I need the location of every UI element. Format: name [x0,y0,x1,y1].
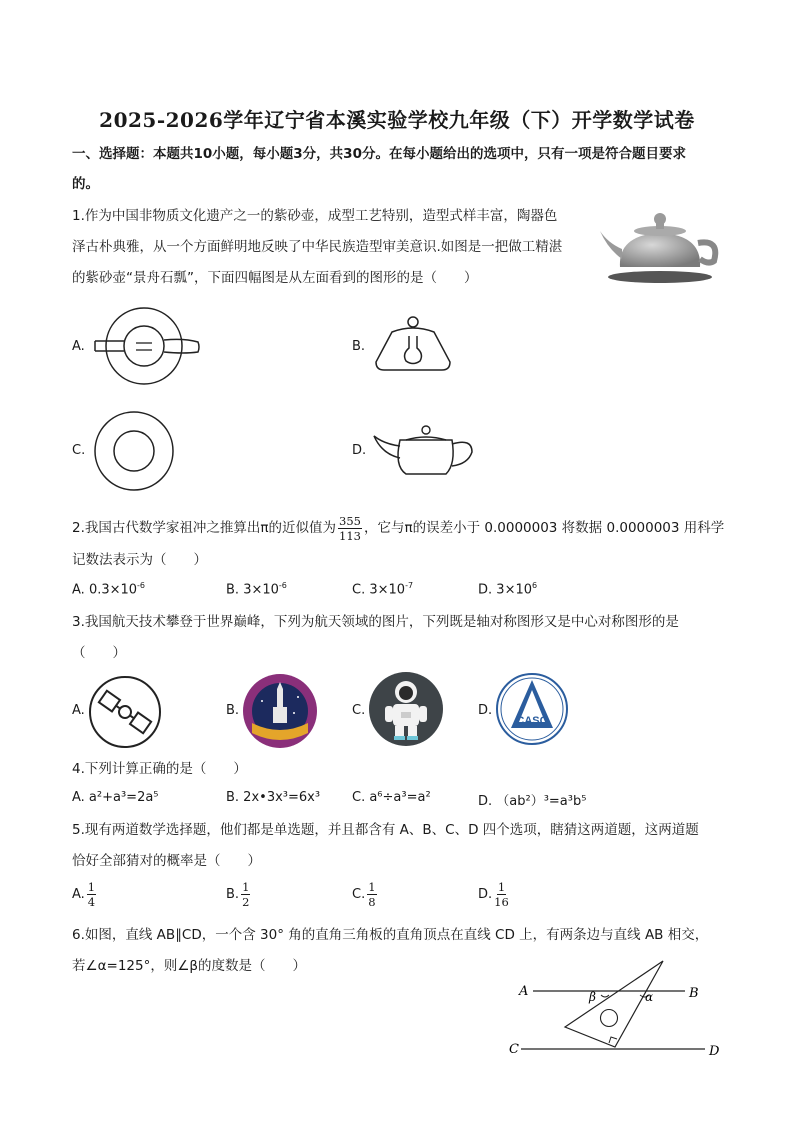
q2-option-b[interactable]: B. $3\times 10^{-6}$ [226,581,287,598]
q3-option-d-casc-logo[interactable] [495,672,569,746]
exam-title: 2025-2026学年辽宁省本溪实验学校九年级（下）开学数学试卷 [99,108,695,132]
q2-fraction: $\frac{355}{113}$ [339,513,361,543]
q1-option-a-figure[interactable] [94,306,202,386]
q1-text-line3: 的紫砂壶“景舟石瓢”，下面四幅图是从左面看到的图形的是（ ） [72,270,478,286]
q1-text-line2: 泽古朴典雅，从一个方面鲜明地反映了中华民族造型审美意识.如图是一把做工精湛 [72,239,563,255]
q3-option-b-mission-badge-icon[interactable] [242,673,318,749]
q1-option-d-label[interactable]: D. [352,443,367,458]
section-heading: 一、选择题：本题共10小题，每小题3分，共30分。在每小题给出的选项中，只有一项是符合题目要求 [72,146,686,162]
q3-option-c-astronaut-icon[interactable] [369,672,443,746]
q3-option-b-label[interactable]: B. [226,703,240,718]
q1-option-c-label[interactable]: C. [72,443,86,458]
q5-option-b[interactable]: B. $\frac{1}{2}$ [226,880,250,909]
q4-option-c[interactable]: C. a⁶÷a³=a² [352,790,431,805]
q5-option-a[interactable]: A. $\frac{1}{4}$ [72,880,96,909]
q3-text-line2: （ ） [72,645,126,661]
q5-option-c[interactable]: C. $\frac{1}{8}$ [352,880,376,909]
label-alpha: α [645,990,654,1004]
q2-text-post: ，它与π的误差小于 0.0000003 将数据 0.0000003 用科学 [363,520,725,536]
q5-text-line1: 5.现有两道数学选择题，他们都是单选题，并且都含有 A、B、C、D 四个选项，瞎猜这两道题，这两道题 [72,822,699,838]
label-B: B [689,986,699,1001]
q4-option-d[interactable]: D. （ab²）³=a³b⁵ [478,794,587,809]
q5-text-line2: 恰好全部猜对的概率是（ ） [72,853,261,869]
q6-text-line2: 若∠α=125°，则∠β的度数是（ ） [72,958,307,974]
q6-parallel-lines-diagram [505,955,725,1065]
q2-option-a[interactable]: A. $0.3\times 10^{-6}$ [72,581,146,598]
label-A: A [519,984,529,999]
q3-text-line1: 3.我国航天技术攀登于世界巅峰，下列为航天领域的图片，下列既是轴对称图形又是中心对称图形的是 [72,614,679,630]
q1-option-b-figure[interactable] [372,314,454,374]
q3-option-d-label[interactable]: D. [478,703,493,718]
q4-text-line1: 4.下列计算正确的是（ ） [72,761,247,777]
casc-logo-text: CASC [516,715,548,727]
q2-option-c[interactable]: C. $3\times 10^{-7}$ [352,581,414,598]
q1-option-a-label[interactable]: A. [72,339,85,354]
q3-option-a-satellite-icon[interactable] [88,675,162,749]
q2-text-line1 [72,513,724,543]
q2-option-d[interactable]: D. $3\times 10^6$ [478,581,538,598]
q3-option-c-label[interactable]: C. [352,703,366,718]
q1-option-b-label[interactable]: B. [352,339,366,354]
q6-text-line1: 6.如图，直线 AB∥CD，一个含 30° 角的直角三角板的直角顶点在直线 CD 上，有两条边与直线 AB 相交， [72,927,709,943]
teapot-photo [598,205,728,287]
q2-text-pre: 2.我国古代数学家祖冲之推算出π的近似值为 [72,520,337,536]
section-heading-cont: 的。 [72,176,99,192]
q1-option-c-figure[interactable] [94,411,178,495]
q1-option-d-figure[interactable] [372,424,476,480]
q3-option-a-label[interactable]: A. [72,703,85,718]
label-D: D [709,1044,720,1059]
label-beta: β [589,990,596,1004]
q2-text-line2: 记数法表示为（ ） [72,552,207,568]
q4-option-a[interactable]: A. a²+a³=2a⁵ [72,790,159,805]
q5-option-d[interactable]: D. $\frac{1}{16}$ [478,880,509,909]
label-C: C [509,1042,519,1057]
q4-option-b[interactable]: B. 2x•3x³=6x³ [226,790,321,805]
q1-text-line1: 1.作为中国非物质文化遗产之一的紫砂壶，成型工艺特别，造型式样丰富，陶器色 [72,208,558,224]
